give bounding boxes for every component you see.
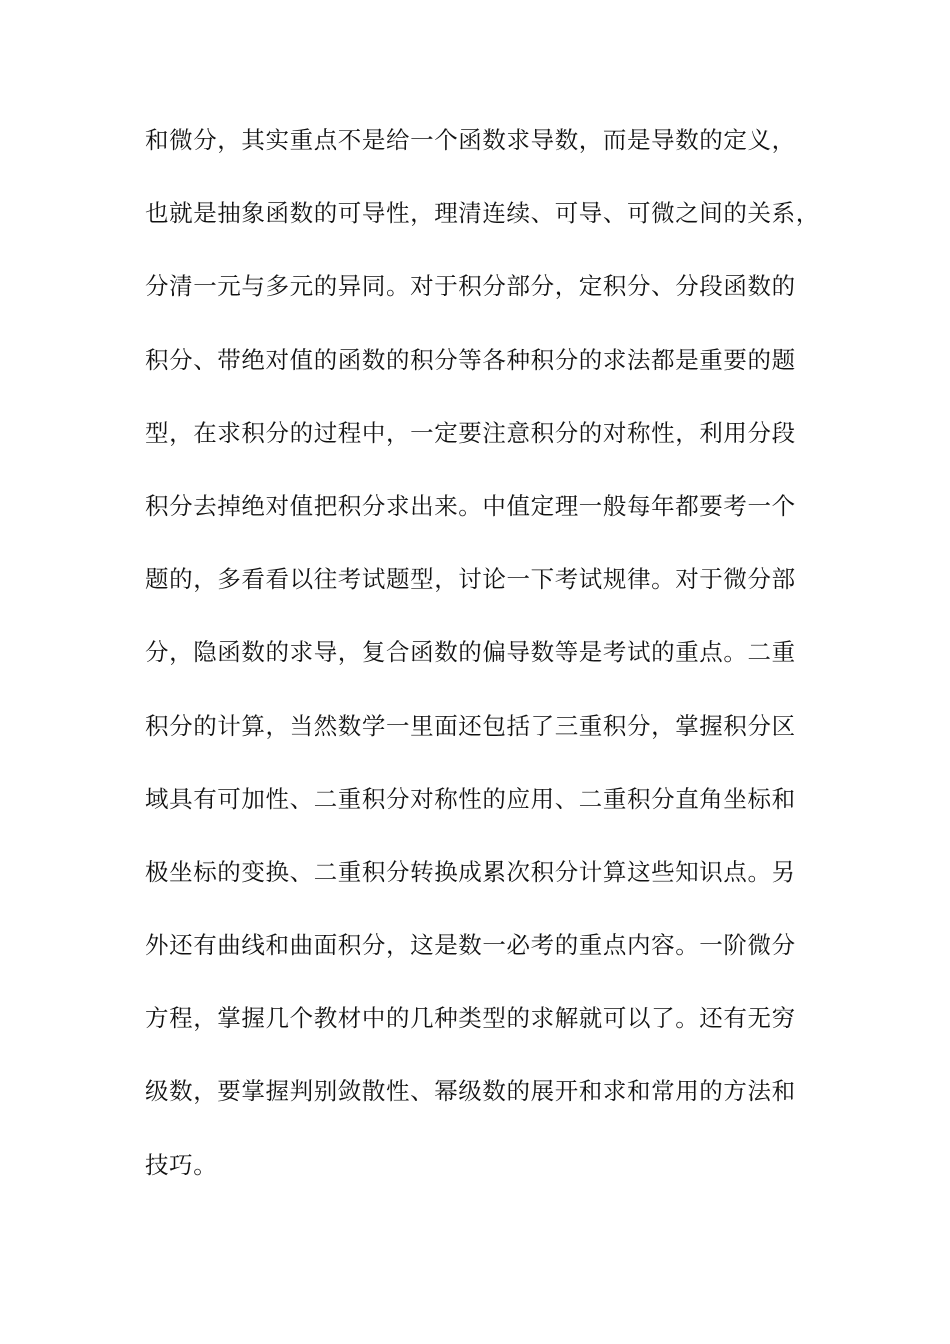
body-paragraph — [145, 126, 845, 1224]
text-line-3: 分清一元与多元的异同。对于积分部分，定积分、分段函数的 — [145, 272, 796, 301]
text-line-8: 分，隐函数的求导，复合函数的偏导数等是考试的重点。二重 — [145, 638, 796, 667]
text-line-11: 极坐标的变换、二重积分转换成累次积分计算这些知识点。另 — [145, 857, 796, 886]
text-line-4: 积分、带绝对值的函数的积分等各种积分的求法都是重要的题 — [145, 345, 796, 374]
text-line-10: 域具有可加性、二重积分对称性的应用、二重积分直角坐标和 — [145, 784, 796, 813]
text-line-15: 技巧。 — [145, 1150, 218, 1179]
text-line-6: 积分去掉绝对值把积分求出来。中值定理一般每年都要考一个 — [145, 491, 796, 520]
text-line-14: 级数，要掌握判别敛散性、幂级数的展开和求和常用的方法和 — [145, 1077, 796, 1106]
text-line-9: 积分的计算，当然数学一里面还包括了三重积分，掌握积分区 — [145, 711, 796, 740]
text-line-7: 题的，多看看以往考试题型，讨论一下考试规律。对于微分部 — [145, 565, 796, 594]
text-line-13: 方程，掌握几个教材中的几种类型的求解就可以了。还有无穷 — [145, 1004, 796, 1033]
text-line-12: 外还有曲线和曲面积分，这是数一必考的重点内容。一阶微分 — [145, 931, 796, 960]
text-line-1: 和微分，其实重点不是给一个函数求导数，而是导数的定义， — [145, 126, 796, 154]
text-line-2: 也就是抽象函数的可导性，理清连续、可导、可微之间的关系， — [145, 199, 820, 228]
text-line-5: 型，在求积分的过程中，一定要注意积分的对称性，利用分段 — [145, 418, 796, 447]
